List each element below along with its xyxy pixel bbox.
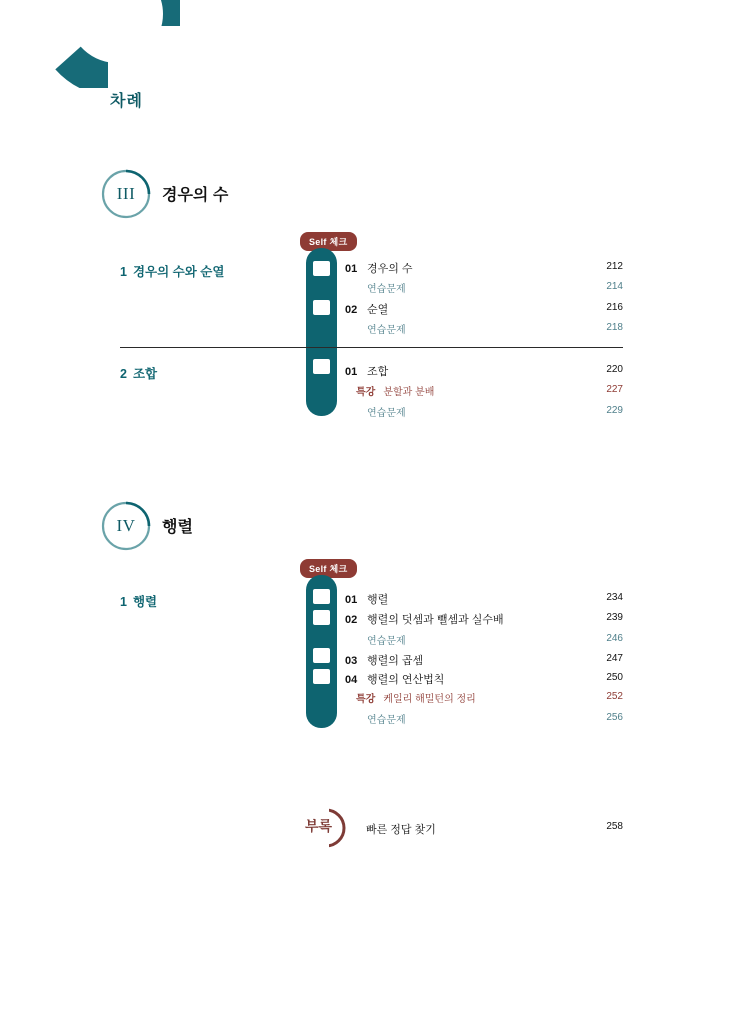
entry-page: 256 [606,712,623,723]
self-check-checkbox[interactable] [313,610,330,625]
entry-number: 02 [345,304,358,316]
entry-page: 227 [606,384,623,395]
self-check-checkbox[interactable] [313,359,330,374]
toc-entry[interactable] [345,632,406,647]
self-check-badge-3: Self 체크 [300,232,357,251]
entry-title: 분할과 분배 [383,387,435,398]
toc-entry[interactable] [345,321,406,336]
entry-page: 216 [606,302,623,313]
appendix-label: 부록 [305,818,333,834]
entry-title: 경우의 수 [367,263,413,275]
entry-title: 연습문제 [367,284,406,295]
self-check-checkbox[interactable] [313,261,330,276]
section-label-1[interactable] [120,262,224,280]
self-check-checkbox[interactable] [313,648,330,663]
entry-page: 229 [606,405,623,416]
entry-page: 247 [606,653,623,664]
entry-page: 234 [606,592,623,603]
self-check-checkbox[interactable] [313,300,330,315]
entry-page: 214 [606,281,623,292]
chapter-heading-3 [100,168,229,224]
entry-title: 행렬 [367,594,389,606]
entry-page: 218 [606,322,623,333]
entry-number: 03 [345,655,358,667]
entry-title: 연습문제 [367,715,406,726]
toc-entry[interactable] [345,591,388,607]
entry-title: 연습문제 [367,408,406,419]
top-decorative-arc [48,0,180,88]
toc-entry-special[interactable] [356,383,434,398]
toc-entry[interactable] [345,301,388,317]
toc-entry[interactable] [345,671,444,687]
section-number: 2 [120,367,127,381]
entry-page: 212 [606,261,623,272]
entry-title: 행렬의 곱셈 [367,655,424,667]
section-title: 조합 [132,367,158,381]
section-title: 행렬 [132,595,158,609]
self-check-checkbox[interactable] [313,589,330,604]
chapter-heading-4 [100,500,193,556]
entry-title: 연습문제 [367,636,406,647]
entry-number: 02 [345,614,358,626]
entry-number: 01 [345,594,358,606]
section-label-1[interactable] [120,592,157,610]
entry-title: 케일리 해밀턴의 정리 [383,694,476,705]
chapter-numeral-3: III [116,184,136,203]
entry-page: 220 [606,364,623,375]
self-check-bar-4 [306,575,337,728]
toc-entry[interactable] [345,611,504,627]
section-title: 경우의 수와 순열 [132,265,225,279]
entry-page: 250 [606,672,623,683]
page-title: 차례 [110,93,143,110]
chapter-name-4: 행렬 [162,519,193,536]
section-label-2[interactable] [120,364,157,382]
toc-entry[interactable] [345,280,406,295]
entry-tag: 특강 [356,694,376,705]
section-number: 1 [120,265,127,279]
appendix-title[interactable]: 빠른 정답 찾기 [366,824,436,836]
entry-title: 행렬의 연산법칙 [367,674,445,686]
entry-tag: 특강 [356,387,376,398]
chapter-name-3: 경우의 수 [162,187,229,204]
chapter-numeral-4: IV [116,516,136,535]
entry-number: 01 [345,263,358,275]
self-check-bar-3 [306,248,337,416]
toc-entry[interactable] [345,363,388,379]
entry-number: 01 [345,366,358,378]
entry-page: 252 [606,691,623,702]
self-check-checkbox[interactable] [313,669,330,684]
toc-entry[interactable] [345,404,406,419]
toc-entry[interactable] [345,260,413,276]
entry-page: 246 [606,633,623,644]
entry-title: 조합 [367,366,389,378]
entry-number: 04 [345,674,358,686]
toc-entry-special[interactable] [356,690,476,705]
toc-entry[interactable] [345,711,406,726]
toc-entry[interactable] [345,652,423,668]
entry-title: 연습문제 [367,325,406,336]
entry-title: 순열 [367,304,389,316]
entry-title: 행렬의 덧셈과 뺄셈과 실수배 [367,614,504,626]
appendix-page: 258 [606,821,623,832]
entry-page: 239 [606,612,623,623]
section-number: 1 [120,595,127,609]
section-divider [120,347,623,348]
self-check-badge-4: Self 체크 [300,559,357,578]
